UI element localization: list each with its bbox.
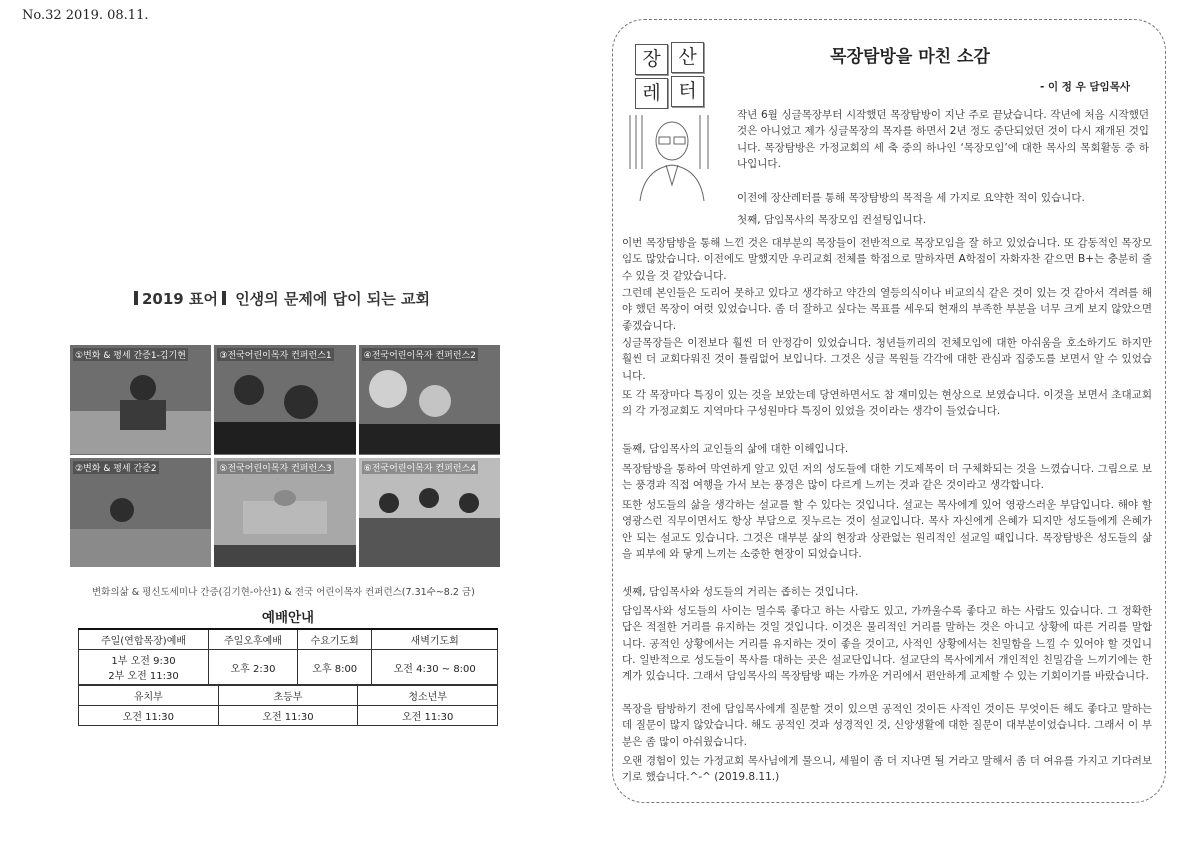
- motto-tag: 2019 표어: [142, 290, 218, 308]
- letter-paragraph-4: 이번 목장탐방을 통해 느낀 것은 대부분의 목장들이 전반적으로 목장모임을 잘 하고 있었습니다. 또 감동적인 목장모임도 많았습니다. 이전에도 말했지만 우리교회 전체를 학점으로 말하자면 A학점이 자화자찬 같으면 B+는 충분히 줄 수 있을 것 같았습니다.: [622, 237, 1152, 282]
- worship-head-wednesday: 수요기도회: [297, 629, 371, 650]
- photo-3-crowd: [214, 422, 355, 455]
- letter-paragraph-5: 그런데 본인들은 도리어 못하고 있다고 생각하고 약간의 열등의식이나 비교의식 같은 것이 있는 것 같아서 격려를 해야 했던 목장이 여럿 있었습니다. 좀 더 잘하고 싶다는 목표를 세우되 현재의 부족한 부분을 너무 크게 보지 않았으면 좋겠습니다.: [622, 287, 1152, 332]
- photo-caption-5: ⑤전국어린이목자 컨퍼런스3: [217, 461, 333, 474]
- photo-6-figure-c: [459, 493, 479, 513]
- dept-time-youth: 오전 11:30: [358, 706, 498, 726]
- motto-banner: [130, 288, 475, 309]
- worship-time-first: 1부 오전 9:30: [111, 656, 176, 667]
- photo-6: [359, 458, 500, 568]
- letter-paragraph-10: 또한 성도들의 삶을 생각하는 설교를 할 수 있다는 것입니다. 설교는 목사에게 있어 영광스러운 부담입니다. 해야 할 영광스런 직무이면서도 항상 부담으로 짓누르는 것이 설교입니다. 목사 자신에게 은혜가 되지만 성도들에게 은혜가 안 되는 설교도 있습니다. 그것은 대부분 삶의 현장과 상관없는 원리적인 설교일 때입니다. 목장탐방은 성도들의 삶을 피부에 와 닿게 느끼는 소중한 현장이 되었습니다.: [622, 499, 1152, 560]
- dept-time-elementary: 오전 11:30: [218, 706, 358, 726]
- photo-3-figure-a: [234, 375, 264, 405]
- photo-6-group: [359, 518, 500, 567]
- photo-1-podium: [120, 400, 166, 430]
- worship-title: 예배안내: [261, 610, 315, 626]
- letter-paragraph-12: 담임목사와 성도들의 사이는 멀수록 좋다고 하는 사람도 있고, 가까울수록 좋다고 하는 사람도 있습니다. 그 정확한 답은 적절한 거리를 유지하는 것일 것입니다. 이것은 물리적인 거리를 말하는 것은 아니고 상황에 따른 거리를 말합니다. 공적인 상황에서는 거리를 유지하는 것이 좋을 것이고, 사적인 상황에서는 친밀함을 느낄 수 있어야 할 것입니다. 일반적으로 성도들이 목사를 대하는 곳은 설교단입니다. 설교단의 목사에게서 개인적인 친밀감을 느끼기에는 한계가 있습니다. 그래서 담임목사의 목장탐방 때는 가까운 거리에서 편안하게 교제할 수 있는 기회이기를 바랐습니다.: [622, 605, 1152, 683]
- worship-info: [78, 609, 498, 726]
- worship-head-dawn: 새벽기도회: [372, 629, 498, 650]
- worship-time-dawn: 오전 4:30 ~ 8:00: [372, 650, 498, 685]
- photo-2: [70, 458, 211, 568]
- worship-time-sunday: [79, 650, 209, 685]
- letter-paragraph-9: 목장탐방을 통하여 막연하게 알고 있던 저의 성도들에 대한 기도제목이 더 구체화되는 것을 느꼈습니다. 그림으로 보는 풍경과 직접 여행을 가서 보는 풍경은 많이 다르게 느끼는 것과 같은 것이라고 생각합니다.: [622, 463, 1152, 492]
- photo-6-figure-b: [419, 488, 439, 508]
- letter-author: - 이 정 우 담임목사: [1040, 81, 1130, 93]
- letter-title: 목장탐방을 마친 소감: [830, 47, 990, 67]
- photo-4: [359, 345, 500, 455]
- pastor-portrait: [626, 109, 718, 201]
- photo-1-figure: [130, 375, 156, 401]
- photo-5-dome: [274, 490, 296, 506]
- badge-char-3: 레: [635, 78, 668, 109]
- photo-3-figure-b: [284, 385, 318, 419]
- letter-paragraph-14: 오랜 경험이 있는 가정교회 목사님에게 물으니, 세월이 좀 더 지나면 될 거라고 말해서 좀 더 여유를 가지고 기다려보기로 했습니다.^-^ (2019.8.11.): [622, 755, 1152, 784]
- letter-paragraph-3: 첫째, 담임목사의 목장모임 컨설팅입니다.: [737, 214, 927, 226]
- photo-4-face-b: [419, 385, 451, 417]
- photo-caption-6: ⑥전국어린이목자 컨퍼런스4: [362, 461, 478, 474]
- photo-5-building: [243, 501, 328, 534]
- worship-table: [78, 628, 498, 685]
- letter-paragraph-11: 셋째, 담임목사와 성도들의 거리는 좁히는 것입니다.: [622, 586, 859, 598]
- photo-grid: [70, 345, 500, 567]
- letter-paragraph-1: 작년 6월 싱글목장부터 시작했던 목장탐방이 지난 주로 끝났습니다. 작년에 처음 시작했던 것은 아니었고 제가 싱글목장의 목자를 하면서 2년 정도 중단되었던 것이 다시 재개된 것입니다. 목장탐방은 가정교회의 세 축 중의 하나인 ‘목장모임’에 대한 목사의 목회활동 중 하나입니다.: [737, 109, 1149, 170]
- worship-time-sunday-pm: 오후 2:30: [208, 650, 297, 685]
- photo-caption-4: ④전국어린이목자 컨퍼런스2: [362, 348, 478, 361]
- photo-5-group: [214, 545, 355, 567]
- photo-3: [214, 345, 355, 455]
- motto-bar-right: [222, 291, 226, 305]
- issue-number: No.32 2019. 08.11.: [22, 8, 149, 23]
- badge-char-1: 장: [635, 44, 668, 75]
- worship-time-second: 2부 오전 11:30: [108, 671, 179, 682]
- photo-6-figure-a: [379, 493, 399, 513]
- photo-caption-2: ②변화 & 평세 간증2: [73, 461, 159, 474]
- worship-head-sunday-pm: 주일오후예배: [208, 629, 297, 650]
- dept-head-youth: 청소년부: [358, 686, 498, 706]
- photo-2-figure: [110, 498, 134, 522]
- worship-head-sunday: 주일(연합목장)예배: [79, 629, 209, 650]
- photo-2-floor: [70, 529, 211, 567]
- photo-5: [214, 458, 355, 568]
- dept-head-elementary: 초등부: [218, 686, 358, 706]
- letter-paragraph-6: 싱글목장들은 이전보다 훨씬 더 안정감이 있었습니다. 청년들끼리의 전체모임에 대한 아쉬움을 호소하기도 하지만 훨씬 더 교회다워진 것이 틀림없어 보입니다. 그것은 싱글 목원들 각각에 대한 관심과 집중도를 보면서 알 수 있었습니다.: [622, 337, 1152, 382]
- badge-char-4: 터: [671, 76, 704, 107]
- photo-4-face-a: [369, 370, 407, 408]
- letter-paragraph-7: 또 각 목장마다 특징이 있는 것을 보았는데 당연하면서도 참 재미있는 현상으로 보였습니다. 이것을 보면서 초대교회의 각 가정교회도 지역마다 구성원마다 특징이 있었을 것이라는 생각이 들었습니다.: [622, 389, 1152, 418]
- motto-bar-left: [134, 291, 138, 305]
- photo-caption-3: ③전국어린이목자 컨퍼런스1: [217, 348, 333, 361]
- photo-caption-1: ①변화 & 평세 간증1-김기현: [73, 348, 188, 361]
- worship-time-wednesday: 오후 8:00: [297, 650, 371, 685]
- department-table: [78, 685, 498, 726]
- letter-paragraph-8: 둘째, 담임목사의 교인들의 삶에 대한 이해입니다.: [622, 443, 849, 455]
- motto-text: 인생의 문제에 답이 되는 교회: [235, 290, 430, 308]
- photo-4-crowd: [359, 424, 500, 455]
- dept-time-kinder: 오전 11:30: [79, 706, 219, 726]
- photo-caption: 변화의삶 & 평신도세미나 간증(김기현-아산1) & 전국 어린이목자 컨퍼런스(7.31수~8.2 금): [92, 587, 475, 598]
- jangsan-letter-badge: [635, 42, 705, 110]
- letter-paragraph-13: 목장을 탐방하기 전에 담임목사에게 질문할 것이 있으면 공적인 것이든 사적인 것이든 무엇이든 해도 좋다고 말하는데 질문이 많지 않았습니다. 해도 공적인 것과 성경적인 것, 신앙생활에 대한 질문이 대부분이었습니다. 그래서 이 부분은 좀 많이 아쉬웠습니다.: [622, 703, 1152, 748]
- badge-char-2: 산: [671, 42, 704, 73]
- dept-head-kinder: 유치부: [79, 686, 219, 706]
- photo-1: [70, 345, 211, 455]
- letter-paragraph-2: 이전에 장산레터를 통해 목장탐방의 목적을 세 가지로 요약한 적이 있습니다.: [737, 192, 1085, 204]
